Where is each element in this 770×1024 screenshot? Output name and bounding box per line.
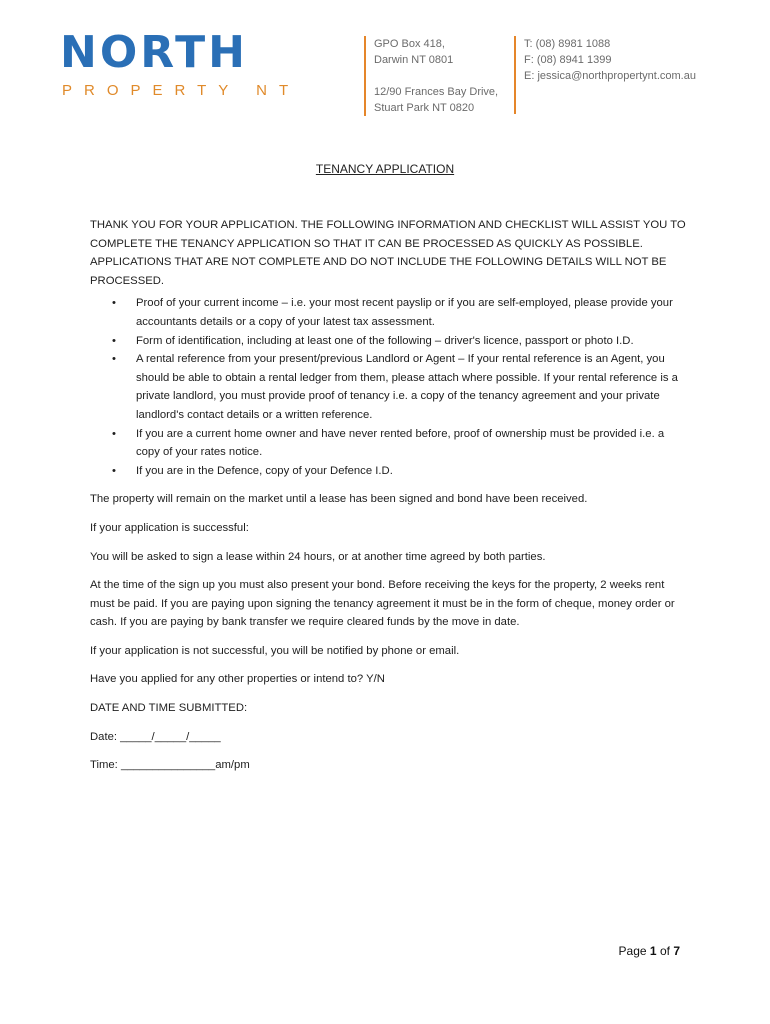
email-line: E: jessica@northpropertynt.com.au (524, 70, 696, 82)
intro-paragraph: THANK YOU FOR YOUR APPLICATION. THE FOLLOWING INFORMATION AND CHECKLIST WILL ASSIST YOU TO COMPLETE THE TENANCY APPLICATION SO THAT IT CAN BE PROCESSED AS QUICKLY AS POSSIBLE. APPLICATIONS THAT ARE NOT COMPLETE AND DO NOT INCLUDE THE FOLLOWING DETAILS WILL NOT BE PROCESSED. (90, 219, 686, 287)
checklist-item: • If you are a current home owner and have never rented before, proof of ownership must be provided i.e. a copy of your rates notice. (112, 427, 665, 459)
contact-block (514, 36, 696, 114)
bond-paragraph: At the time of the sign up you must also present your bond. Before receiving the keys for the property, 2 weeks rent must be paid. If you are paying upon signing the tenancy agreement it must be in the form of cheque, money order or cash. If you are paying by bank transfer we require cleared funds by the move in date. (90, 579, 675, 629)
checklist (90, 294, 690, 480)
document-body (90, 216, 690, 775)
fax-line: F: (08) 8941 1399 (524, 54, 612, 66)
market-paragraph: The property will remain on the market until a lease has been signed and bond have been received. (90, 493, 588, 506)
street-line-2: Stuart Park NT 0820 (374, 102, 475, 114)
submitted-heading: DATE AND TIME SUBMITTED: (90, 702, 248, 715)
logo-wordmark: NORTH (60, 27, 248, 78)
postal-address-block (364, 36, 498, 116)
other-properties-question[interactable]: Have you applied for any other properties or intend to? Y/N (90, 673, 385, 686)
phone-line: T: (08) 8981 1088 (524, 38, 611, 50)
unsuccessful-paragraph: If your application is not successful, you will be notified by phone or email. (90, 644, 460, 657)
postal-line-1: GPO Box 418, (374, 38, 445, 50)
checklist-item: • Proof of your current income – i.e. your most recent payslip or if you are self-employed, please provide your accountants details or a copy of your latest tax assessment. (112, 297, 673, 328)
checklist-item: • A rental reference from your present/previous Landlord or Agent – If your rental reference is an Agent, you should be able to obtain a rental ledger from them, please attach where possible. If your rental reference is a private landlord, you must provide proof of tenancy i.e. a copy of the tenancy agreement and your private landlord's contact details or a written reference. (112, 353, 678, 421)
checklist-item: • Form of identification, including at least one of the following – driver's licence, passport or photo I.D. (112, 334, 634, 347)
time-field[interactable]: Time: _______________am/pm (90, 759, 250, 772)
checklist-item: • If you are in the Defence, copy of your Defence I.D. (112, 464, 393, 477)
page-number: Page 1 of 7 (618, 944, 680, 958)
postal-line-2: Darwin NT 0801 (374, 54, 454, 66)
company-logo (60, 28, 305, 100)
success-heading: If your application is successful: (90, 521, 249, 534)
street-line-1: 12/90 Frances Bay Drive, (374, 86, 499, 98)
logo-subtitle: PROPERTY NT (62, 82, 301, 99)
document-title: TENANCY APPLICATION (315, 162, 455, 176)
lease-paragraph: You will be asked to sign a lease within 24 hours, or at another time agreed by both parties. (90, 550, 546, 563)
date-field[interactable]: Date: _____/_____/_____ (90, 730, 221, 743)
